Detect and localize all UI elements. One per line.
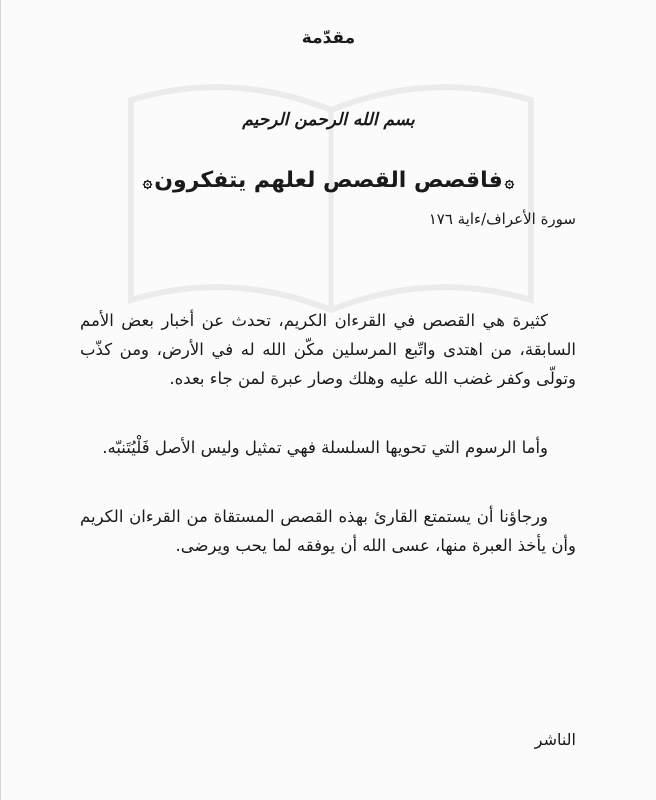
paragraph: وأما الرسوم التي تحويها السلسلة فهي تمثيل وليس الأصل فَلْيُتَنبّه.	[102, 438, 548, 457]
verse-ornament-icon: ۞	[142, 171, 153, 191]
verse-reference: سورة الأعراف/ءاية ١٧٦	[428, 210, 576, 228]
paragraph: كثيرة هي القصص في القرءان الكريم، تحدث عن أخبار بعض الأمم السابقة، من اهتدى واتّبع المرسلين مكّن الله له في الأرض، ومن كذّب وتولّى وكفر غضب الله عليه وهلك وصار عبرة لمن جاء بعده.	[80, 311, 576, 388]
quran-verse	[1, 168, 656, 193]
verse-ornament-icon: ۞	[504, 171, 515, 191]
paragraph: ورجاؤنا أن يستمتع القارئ بهذه القصص المستقاة من القرءان الكريم وأن يأخذ العبرة منها، عسى الله أن يوفقه لما يحب ويرضى.	[80, 507, 576, 555]
introduction-body	[80, 306, 576, 600]
page-title: مقدّمة	[301, 28, 356, 48]
basmala-calligraphy: بسم الله الرحمن الرحيم	[242, 110, 415, 130]
publisher-signature: الناشر	[534, 730, 576, 749]
verse-text: فاقصص القصص لعلهم يتفكرون	[154, 168, 503, 193]
